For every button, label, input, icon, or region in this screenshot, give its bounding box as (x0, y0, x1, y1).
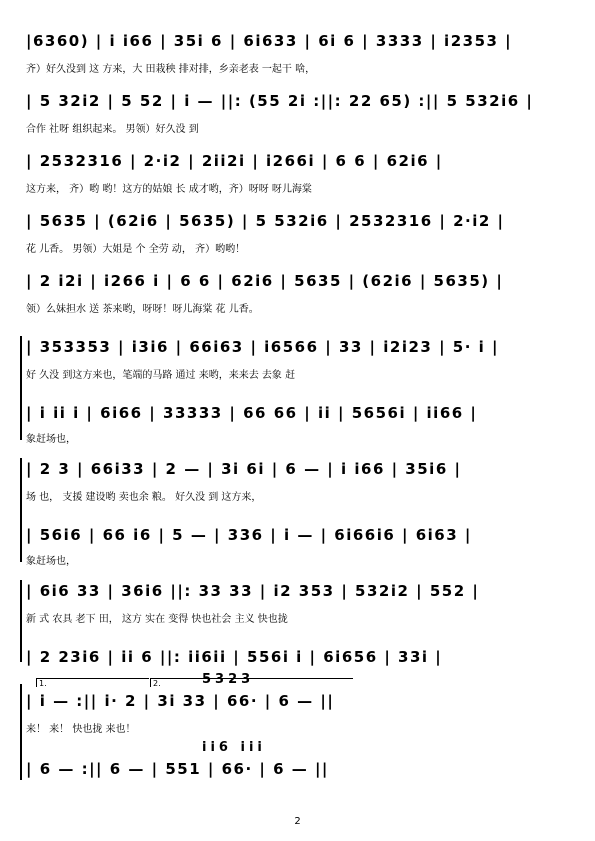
notation-line: | 5635 | (62i6 | 5635) | 5 532i6 | 2532316 | 2·i2 | (26, 212, 505, 230)
notation-line: | 5 32i2 | 5 52 | i — ||: (55 2i :||: 22 65) :|| 5 532i6 | (26, 92, 534, 110)
chord-upper: 5323 (202, 672, 255, 687)
notation-line-lower: | 2 23i6 | ii 6 ||: ii6ii | 556i i | 6i656 | 33i | (26, 648, 443, 666)
lyric-line: 好 久没 到这方来也，笔端的马路 通过 来哟，来来去 去象 赶 (26, 370, 296, 380)
notation-line: | 2 i2i | i266 i | 6 6 | 62i6 | 5635 | (62i6 | 5635) | (26, 272, 504, 290)
notation-line-lower: | 56i6 | 66 i6 | 5 — | 336 | i — | 6i66i6 | 6i63 | (26, 526, 472, 544)
lyric-line-lower: 象赶场也， (26, 556, 76, 566)
notation-line: |6360) | i i66 | 35i 6 | 6i633 | 6i 6 | 3333 | i2353 | (26, 32, 513, 50)
lyric-line: 领）么妹担水 送 茶来哟，呀呀！呀儿海棠 花 儿香。 (26, 304, 259, 314)
notation-line-upper: | 2 3 | 66i33 | 2 — | 3i 6i | 6 — | i i66 | 35i6 | (26, 460, 462, 478)
notation-line-upper: | 6i6 33 | 36i6 ||: 33 33 | i2 353 | 532i2 | 552 | (26, 582, 480, 600)
lyric-line: 这方来， 齐）哟 哟！这方的姑娘 长 成才哟，齐）呀呀 呀儿海棠 (26, 184, 312, 194)
notation-line-upper: | 353353 | i3i6 | 66i63 | i6566 | 33 | i2i23 | 5· i | (26, 338, 499, 356)
lyric-line: 齐）好久没到 这 方来，大 田栽秧 排对排，乡亲老表 一起干 啥， (26, 64, 316, 74)
lyric-line: 花 儿香。 男领）大姐是 个 全劳 动， 齐）哟哟！ (26, 244, 246, 254)
lyric-line: 新 式 农具 老下 田， 这方 实在 变得 快也社会 主义 快也拢 (26, 614, 288, 624)
notation-line-upper: | i — :|| i· 2 | 3i 33 | 66· | 6 — || (26, 692, 335, 710)
lyric-line: 场 也， 支援 建设哟 卖也余 粮。 好久没 到 这方来， (26, 492, 262, 502)
notation-line: | 2532316 | 2·i2 | 2ii2i | i266i | 6 6 | 62i6 | (26, 152, 443, 170)
volta-1: 1. (36, 678, 149, 687)
page-number: 2 (294, 816, 301, 827)
notation-line-lower: | i ii i | 6i66 | 33333 | 66 66 | ii | 5656i | ii66 | (26, 404, 478, 422)
notation-line-lower: | 6 — :|| 6 — | 551 | 66· | 6 — || (26, 760, 329, 778)
volta-2: 2. (150, 678, 353, 687)
chord-lower: ii6 iii (202, 740, 266, 755)
lyric-line: 合作 社呀 组织起来。 男领）好久没 到 (26, 124, 199, 134)
lyric-line-lower: 象赶场也， (26, 434, 76, 444)
lyric-line: 来！ 来！ 快也拢 来也！ (26, 724, 136, 734)
